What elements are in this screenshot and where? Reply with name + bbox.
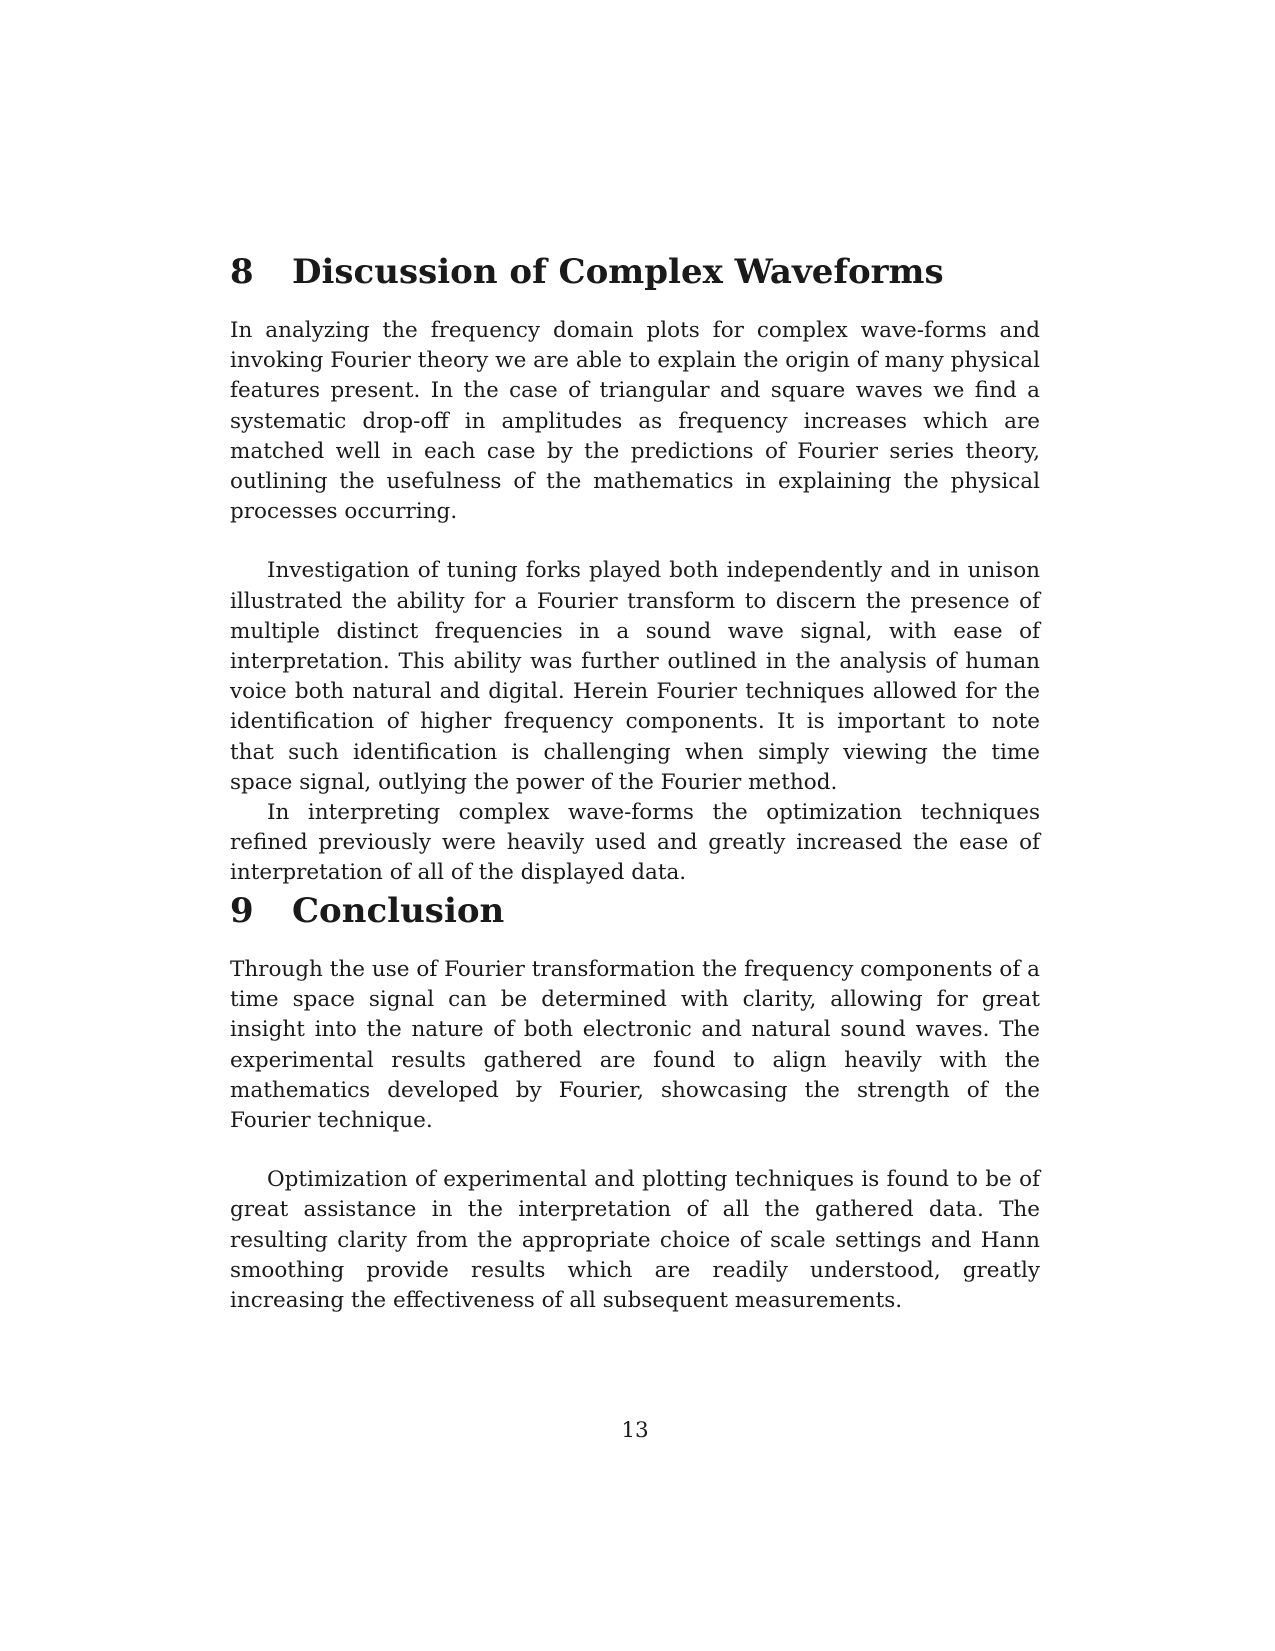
section-title: Discussion of Complex Waveforms [292,252,944,292]
section-9-body [230,955,1040,1316]
section-8-heading [230,252,1040,292]
page-number: 13 [621,1418,649,1443]
paragraph: In interpreting complex wave-forms the optimization techniques refined previously were heavily used and greatly increased the ease of interpretation of all of the displayed data. [230,800,1040,886]
section-title: Conclusion [292,891,505,931]
section-9-heading [230,891,1040,931]
section-number: 9 [230,891,254,931]
paragraph: Investigation of tuning forks played both independently and in unison illustrated the ability for a Fourier transform to discern the presence of multiple distinct frequencies in a sound wave signal, with ease of interpretation. This ability was further outlined in the analysis of human voice both natural and digital. Herein Fourier techniques allowed for the identification of higher frequency components. It is important to note that such identification is challenging when simply viewing the time space signal, outlying the power of the Fourier method. [230,558,1040,795]
section-8-body [230,316,1040,889]
paragraph: Through the use of Fourier transformation the frequency components of a time space signal can be determined with clarity, allowing for great insight into the nature of both electronic and natural sound waves. The experimental results gathered are found to align heavily with the mathematics developed by Fourier, showcasing the strength of the Fourier technique. [230,957,1040,1134]
paragraph: Optimization of experimental and plotting techniques is found to be of great assistance in the interpretation of all the gathered data. The resulting clarity from the appropriate choice of scale settings and Hann smoothing provide results which are readily understood, greatly increasing the effectiveness of all subsequent measurements. [230,1167,1040,1314]
section-number: 8 [230,252,254,292]
paragraph: In analyzing the frequency domain plots for complex wave-forms and invoking Fourier theory we are able to explain the origin of many physical features present. In the case of triangular and square waves we find a systematic drop-off in amplitudes as frequency increases which are matched well in each case by the predictions of Fourier series theory, outlining the usefulness of the mathematics in explaining the physical processes occurring. [230,318,1040,525]
